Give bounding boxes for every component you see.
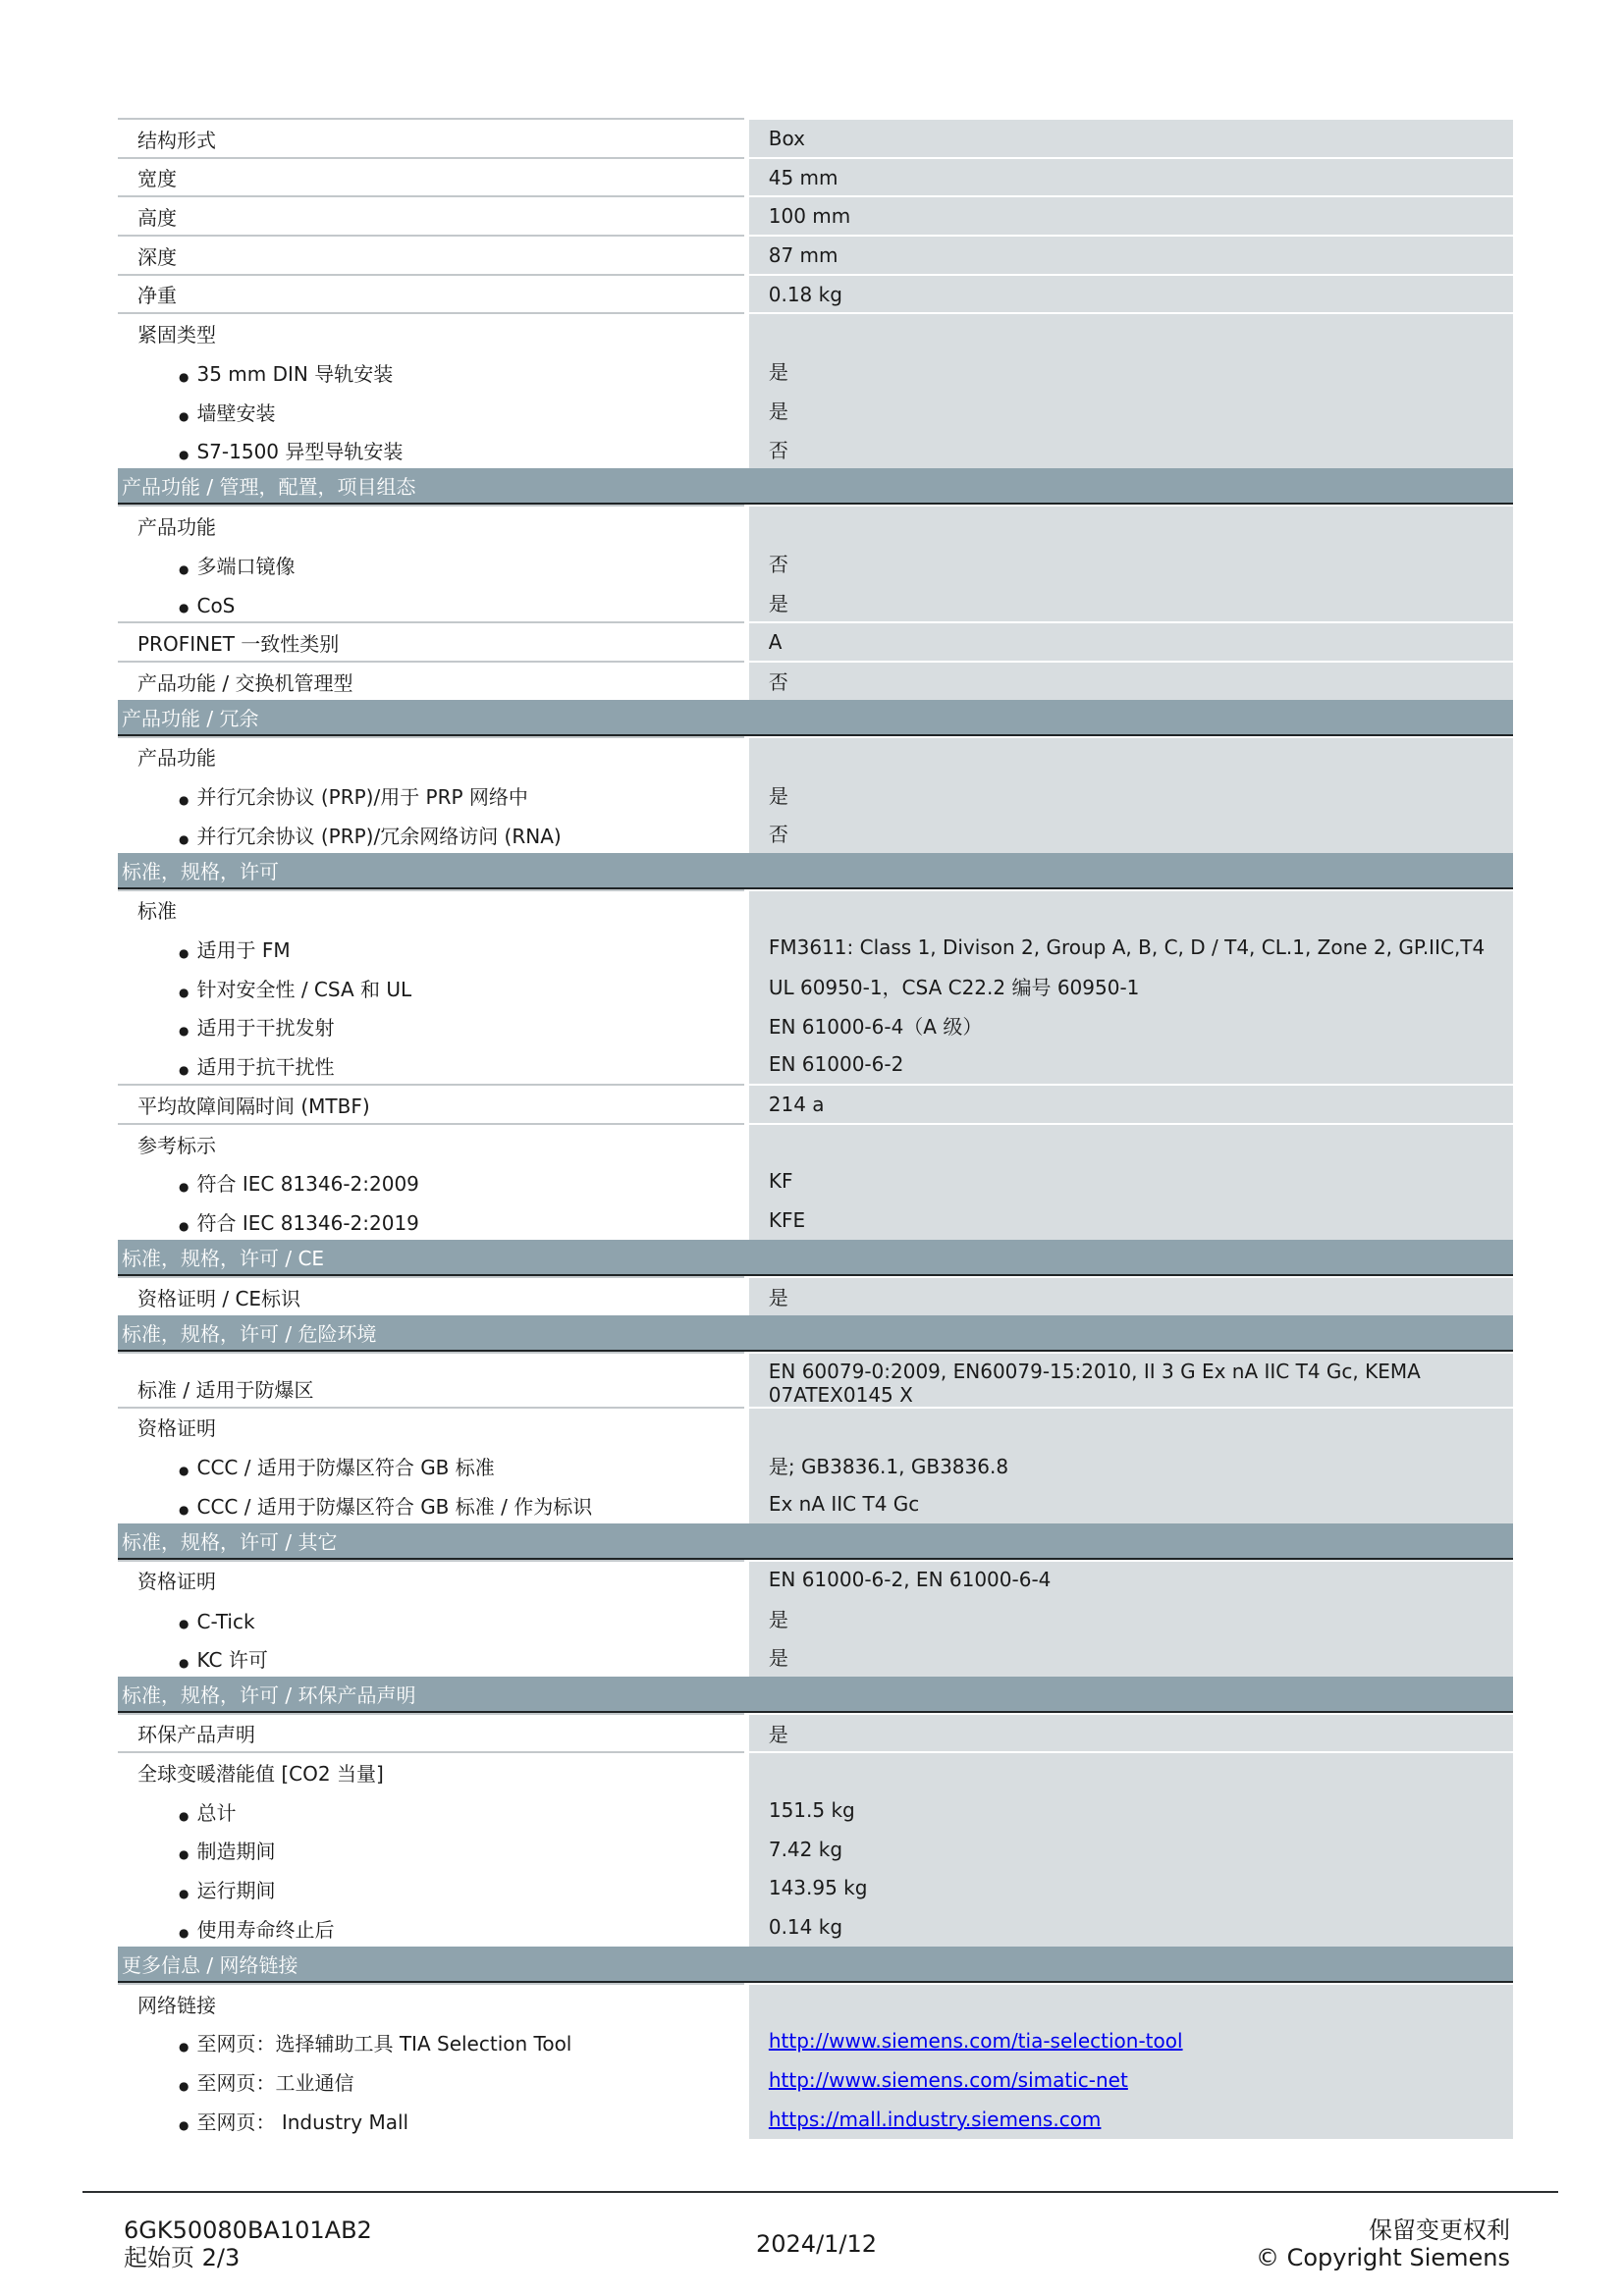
spec-label xyxy=(118,1484,744,1523)
spec-label xyxy=(118,157,744,196)
spec-row xyxy=(118,1868,1513,1907)
spec-label-text: ● 至网页：选择辅助工具 TIA Selection Tool xyxy=(196,2032,572,2056)
page-number: 起始页 2/3 xyxy=(124,2244,241,2271)
spec-value: 0.18 kg xyxy=(749,274,1513,313)
spec-label xyxy=(118,1044,744,1084)
spec-label-text: 环保产品声明 xyxy=(137,1723,255,1747)
spec-label-text: 产品功能 xyxy=(137,514,216,539)
spec-row xyxy=(118,661,1513,700)
spec-label-text: 平均故障间隔时间 (MTBF) xyxy=(137,1094,370,1118)
spec-label xyxy=(118,1983,744,2022)
spec-value xyxy=(749,1407,1513,1446)
spec-row xyxy=(118,235,1513,274)
spec-label-text: 参考标示 xyxy=(137,1133,216,1157)
spec-label xyxy=(118,235,744,274)
section-header: 更多信息 / 网络链接 xyxy=(118,1947,1513,1983)
spec-value: 是 xyxy=(749,1598,1513,1637)
spec-value xyxy=(749,1123,1513,1162)
spec-row xyxy=(118,312,1513,351)
spec-row xyxy=(118,195,1513,235)
spec-row xyxy=(118,928,1513,967)
section-header: 产品功能 / 冗余 xyxy=(118,700,1513,736)
spec-row xyxy=(118,544,1513,583)
spec-value: 是 xyxy=(749,1276,1513,1315)
spec-label-text: ● 适用于抗干扰性 xyxy=(196,1055,335,1080)
spec-row xyxy=(118,814,1513,853)
spec-value: 是 xyxy=(749,351,1513,391)
spec-row xyxy=(118,1162,1513,1201)
spec-value xyxy=(749,2060,1513,2100)
spec-label-text: 网络链接 xyxy=(137,1993,216,2017)
spec-label-text: 紧固类型 xyxy=(137,323,216,347)
web-link[interactable]: https://mall.industry.siemens.com xyxy=(768,2107,1102,2131)
spec-value: 是 xyxy=(749,1713,1513,1752)
spec-value: KFE xyxy=(749,1201,1513,1240)
spec-label-text: 全球变暖潜能值 [CO2 当量] xyxy=(137,1762,384,1787)
spec-label-text: ● 符合 IEC 81346-2:2019 xyxy=(196,1210,419,1235)
spec-value: Box xyxy=(749,118,1513,157)
spec-label-text: ● C-Tick xyxy=(196,1610,255,1633)
spec-label-text: ● 使用寿命终止后 xyxy=(196,1917,335,1942)
spec-value: 0.14 kg xyxy=(749,1907,1513,1947)
spec-label-text: ● KC 许可 xyxy=(196,1647,268,1672)
spec-label xyxy=(118,1868,744,1907)
spec-label xyxy=(118,1407,744,1446)
spec-label xyxy=(118,774,744,814)
spec-row xyxy=(118,2022,1513,2061)
spec-row xyxy=(118,1006,1513,1045)
spec-value: EN 60079-0:2009, EN60079-15:2010, II 3 G Ex nA IIC T4 Gc, KEMA 07ATEX0145 X xyxy=(749,1352,1513,1407)
spec-row xyxy=(118,157,1513,196)
spec-label xyxy=(118,736,744,775)
spec-label xyxy=(118,2022,744,2061)
spec-row xyxy=(118,1044,1513,1084)
spec-label-text: ● 至网页：工业通信 xyxy=(196,2070,354,2095)
spec-label-text: ● 符合 IEC 81346-2:2009 xyxy=(196,1172,419,1197)
spec-label xyxy=(118,583,744,622)
web-link[interactable]: http://www.siemens.com/simatic-net xyxy=(768,2068,1128,2093)
spec-row xyxy=(118,774,1513,814)
spec-value: 否 xyxy=(749,430,1513,469)
spec-label-text: 资格证明 xyxy=(137,1416,216,1441)
spec-value: 否 xyxy=(749,661,1513,700)
spec-row xyxy=(118,621,1513,661)
spec-label xyxy=(118,2060,744,2100)
spec-row xyxy=(118,2060,1513,2100)
spec-label-text: ● 制造期间 xyxy=(196,1840,276,1864)
section-header: 标准，规格，许可 / 危险环境 xyxy=(118,1315,1513,1352)
spec-label-text: ● 多端口镜像 xyxy=(196,554,296,578)
spec-label-text: 产品功能 / 交换机管理型 xyxy=(137,670,353,695)
spec-label-text: 产品功能 xyxy=(137,746,216,771)
section-header: 产品功能 / 管理，配置，项目组态 xyxy=(118,468,1513,505)
spec-value xyxy=(749,1983,1513,2022)
spec-label-text: 标准 xyxy=(137,899,177,924)
spec-label-text: PROFINET 一致性类别 xyxy=(137,631,340,656)
spec-label xyxy=(118,1830,744,1869)
spec-value: 87 mm xyxy=(749,235,1513,274)
spec-value xyxy=(749,1751,1513,1790)
section-header: 标准，规格，许可 / 其它 xyxy=(118,1523,1513,1560)
spec-value: 45 mm xyxy=(749,157,1513,196)
spec-label xyxy=(118,967,744,1006)
spec-row xyxy=(118,1084,1513,1123)
spec-row xyxy=(118,505,1513,544)
spec-value: 214 a xyxy=(749,1084,1513,1123)
spec-value: Ex nA IIC T4 Gc xyxy=(749,1484,1513,1523)
spec-label-text: 深度 xyxy=(137,244,177,269)
spec-label xyxy=(118,1560,744,1599)
spec-row xyxy=(118,2100,1513,2139)
spec-label xyxy=(118,814,744,853)
spec-row xyxy=(118,1352,1513,1407)
section-header: 标准，规格，许可 / 环保产品声明 xyxy=(118,1677,1513,1713)
spec-value xyxy=(749,312,1513,351)
spec-label xyxy=(118,2100,744,2139)
spec-label-text: ● 并行冗余协议 (PRP)/冗余网络访问 (RNA) xyxy=(196,824,562,848)
spec-row xyxy=(118,1713,1513,1752)
spec-value: A xyxy=(749,621,1513,661)
spec-row xyxy=(118,889,1513,929)
spec-label xyxy=(118,1751,744,1790)
spec-row xyxy=(118,1637,1513,1677)
spec-label-text: ● 适用于 FM xyxy=(196,938,291,963)
spec-row xyxy=(118,1560,1513,1599)
spec-label xyxy=(118,1162,744,1201)
spec-value: 否 xyxy=(749,544,1513,583)
spec-label-text: ● 针对安全性 / CSA 和 UL xyxy=(196,977,412,1001)
spec-label xyxy=(118,195,744,235)
spec-value: 151.5 kg xyxy=(749,1790,1513,1830)
spec-label xyxy=(118,889,744,929)
spec-row xyxy=(118,1830,1513,1869)
spec-label xyxy=(118,312,744,351)
spec-value: 100 mm xyxy=(749,195,1513,235)
spec-label-text: 净重 xyxy=(137,284,177,308)
spec-value: EN 61000-6-2 xyxy=(749,1044,1513,1084)
spec-value: EN 61000-6-4（A 级） xyxy=(749,1006,1513,1045)
spec-label-text: ● 总计 xyxy=(196,1800,237,1825)
spec-label xyxy=(118,274,744,313)
section-header: 标准，规格，许可 xyxy=(118,853,1513,889)
rights-reserved: 保留变更权利 xyxy=(1369,2216,1510,2244)
spec-row xyxy=(118,736,1513,775)
spec-label xyxy=(118,351,744,391)
spec-value: KF xyxy=(749,1162,1513,1201)
spec-row xyxy=(118,1983,1513,2022)
spec-value: 是 xyxy=(749,774,1513,814)
section-header: 标准，规格，许可 / CE xyxy=(118,1240,1513,1276)
spec-label xyxy=(118,1637,744,1677)
spec-row xyxy=(118,583,1513,622)
spec-label-text: 资格证明 xyxy=(137,1570,216,1594)
spec-label-text: ● CCC / 适用于防爆区符合 GB 标准 / 作为标识 xyxy=(196,1494,593,1519)
spec-row xyxy=(118,1123,1513,1162)
spec-label xyxy=(118,1713,744,1752)
spec-label xyxy=(118,661,744,700)
spec-value: EN 61000-6-2, EN 61000-6-4 xyxy=(749,1560,1513,1599)
spec-label-text: ● 至网页： Industry Mall xyxy=(196,2109,409,2134)
spec-label xyxy=(118,928,744,967)
spec-label xyxy=(118,1123,744,1162)
spec-value: 7.42 kg xyxy=(749,1830,1513,1869)
spec-value: 否 xyxy=(749,814,1513,853)
spec-label xyxy=(118,1445,744,1484)
spec-row xyxy=(118,1790,1513,1830)
spec-row xyxy=(118,274,1513,313)
footer-date: 2024/1/12 xyxy=(756,2230,878,2258)
spec-label-text: ● 适用于干扰发射 xyxy=(196,1016,335,1041)
spec-label xyxy=(118,1006,744,1045)
spec-row xyxy=(118,118,1513,157)
spec-label-text: 标准 / 适用于防爆区 xyxy=(137,1377,314,1402)
spec-label-text: ● 35 mm DIN 导轨安装 xyxy=(196,361,394,386)
spec-value: 143.95 kg xyxy=(749,1868,1513,1907)
web-link[interactable]: http://www.siemens.com/tia-selection-tool xyxy=(768,2029,1183,2054)
spec-row xyxy=(118,430,1513,469)
spec-row xyxy=(118,1445,1513,1484)
spec-row xyxy=(118,1201,1513,1240)
spec-table xyxy=(118,118,1513,2139)
spec-value: 是 xyxy=(749,583,1513,622)
spec-label xyxy=(118,621,744,661)
spec-label-text: ● S7-1500 异型导轨安装 xyxy=(196,440,404,464)
spec-value: 是 xyxy=(749,391,1513,430)
spec-row xyxy=(118,1907,1513,1947)
spec-value: FM3611: Class 1, Divison 2, Group A, B, C, D / T4, CL.1, Zone 2, GP.IIC,T4 xyxy=(749,928,1513,967)
footer-divider xyxy=(82,2191,1558,2193)
spec-value xyxy=(749,2100,1513,2139)
spec-label xyxy=(118,505,744,544)
spec-row xyxy=(118,1484,1513,1523)
spec-label xyxy=(118,391,744,430)
spec-label-text: 高度 xyxy=(137,206,177,231)
spec-value: 是 xyxy=(749,1637,1513,1677)
copyright: © Copyright Siemens xyxy=(1255,2244,1510,2271)
spec-row xyxy=(118,391,1513,430)
spec-label-text: ● 墙壁安装 xyxy=(196,400,276,425)
spec-value: UL 60950-1，CSA C22.2 编号 60950-1 xyxy=(749,967,1513,1006)
spec-label xyxy=(118,1907,744,1947)
spec-label-text: ● CoS xyxy=(196,594,236,618)
spec-label xyxy=(118,1352,744,1407)
spec-value xyxy=(749,2022,1513,2061)
spec-row xyxy=(118,1407,1513,1446)
spec-label-text: 资格证明 / CE标识 xyxy=(137,1286,301,1310)
spec-value xyxy=(749,889,1513,929)
spec-label-text: ● CCC / 适用于防爆区符合 GB 标准 xyxy=(196,1455,495,1479)
spec-row xyxy=(118,351,1513,391)
spec-label-text: 宽度 xyxy=(137,167,177,191)
spec-label-text: ● 运行期间 xyxy=(196,1879,276,1903)
spec-row xyxy=(118,1751,1513,1790)
spec-value xyxy=(749,505,1513,544)
spec-label xyxy=(118,1598,744,1637)
spec-label xyxy=(118,1276,744,1315)
spec-label xyxy=(118,118,744,157)
spec-row xyxy=(118,1276,1513,1315)
spec-value xyxy=(749,736,1513,775)
spec-label-text: 结构形式 xyxy=(137,128,216,152)
article-number: 6GK50080BA101AB2 xyxy=(124,2216,372,2244)
spec-value: 是; GB3836.1, GB3836.8 xyxy=(749,1445,1513,1484)
spec-label-text: ● 并行冗余协议 (PRP)/用于 PRP 网络中 xyxy=(196,785,528,809)
spec-row xyxy=(118,1598,1513,1637)
spec-row xyxy=(118,967,1513,1006)
spec-label xyxy=(118,430,744,469)
spec-label xyxy=(118,1201,744,1240)
spec-label xyxy=(118,1790,744,1830)
spec-label xyxy=(118,544,744,583)
spec-label xyxy=(118,1084,744,1123)
